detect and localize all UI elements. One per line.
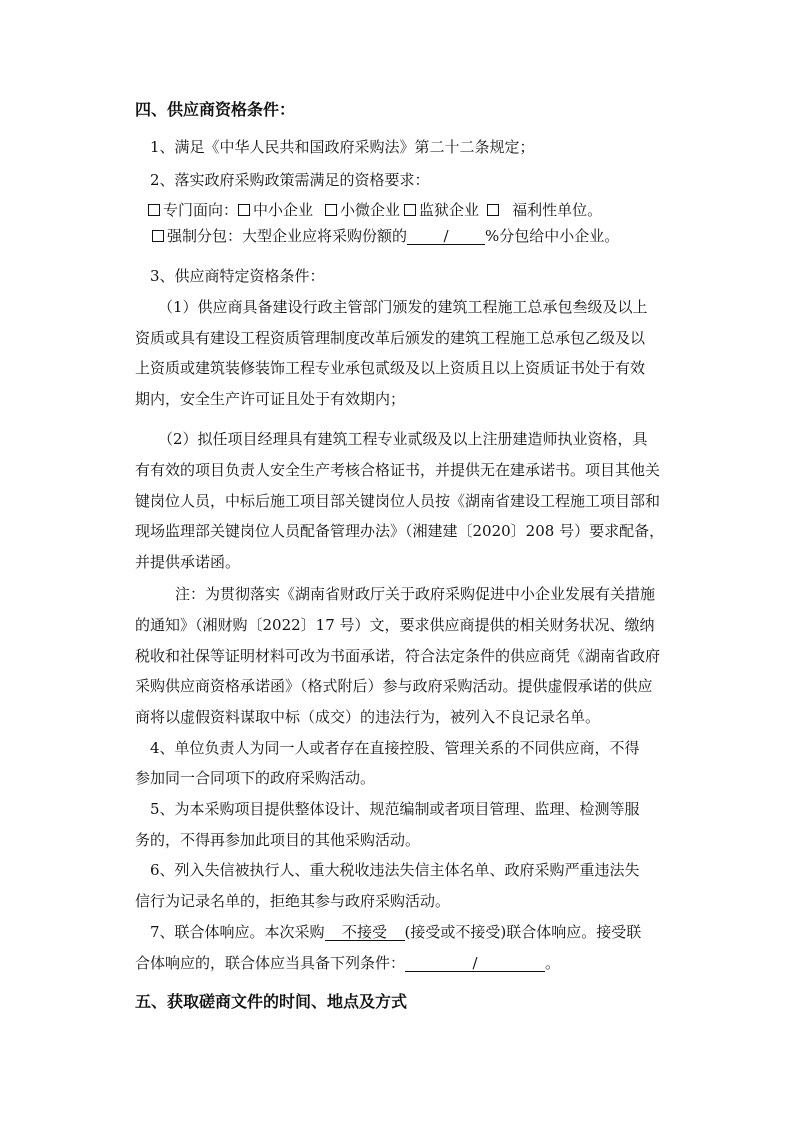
item2: 2、落实政府采购政策需满足的资格要求： xyxy=(150,171,430,189)
subcontract-suffix: %分包给中小企业。 xyxy=(485,227,620,245)
item7-suffix: (接受或不接受)联合体响应。接受联 xyxy=(404,923,642,941)
item1: 1、满足《中华人民共和国政府采购法》第二十二条规定； xyxy=(150,138,535,156)
item7-line2-suffix: 。 xyxy=(545,954,561,972)
p1-line: 期内，安全生产许可证且处于有效期内； xyxy=(135,390,406,408)
checkbox-icon[interactable] xyxy=(238,204,250,216)
subcontract-label: 强制分包：大型企业应将采购份额的 xyxy=(167,227,408,245)
option-small-micro: 小微企业 xyxy=(340,201,401,219)
note-line: 税收和社保等证明材料可改为书面承诺，符合法定条件的供应商凭《湖南省政府 xyxy=(135,647,661,665)
p2-line: 有有效的项目负责人安全生产考核合格证书，并提供无在建承诺书。项目其他关 xyxy=(135,461,661,479)
special-row xyxy=(148,200,602,220)
item6-line: 信行为记录名单的，拒绝其参与政府采购活动。 xyxy=(135,892,451,910)
item5-line: 5、为本采购项目提供整体设计、规范编制或者项目管理、监理、检测等服 xyxy=(150,800,640,818)
checkbox-icon[interactable] xyxy=(487,204,499,216)
checkbox-icon[interactable] xyxy=(152,230,164,242)
p2-line: 键岗位人员，中标后施工项目部关键岗位人员按《湖南省建设工程施工项目部和 xyxy=(135,492,661,510)
p1-line: 上资质或建筑装修装饰工程专业承包贰级及以上资质且以上资质证书处于有效 xyxy=(135,359,646,377)
p2-line: （2）拟任项目经理具有建筑工程专业贰级及以上注册建造师执业资格，具 xyxy=(158,430,648,448)
item4-line: 参加同一合同项下的政府采购活动。 xyxy=(135,769,376,787)
checkbox-icon[interactable] xyxy=(325,204,337,216)
item7-row2 xyxy=(135,953,560,973)
p1-line: 资质或具有建设工程资质管理制度改革后颁发的建筑工程施工总承包乙级及以 xyxy=(135,329,646,347)
item7-prefix: 7、联合体响应。本次采购 xyxy=(150,923,325,941)
special-label: 专门面向： xyxy=(163,201,239,219)
option-prison: 监狱企业 xyxy=(419,201,480,219)
item7-line2-value[interactable]: / xyxy=(405,955,545,972)
item5-line: 务的，不得再参加此项目的其他采购活动。 xyxy=(135,831,421,849)
checkbox-icon[interactable] xyxy=(404,204,416,216)
item6-line: 6、列入失信被执行人、重大税收违法失信主体名单、政府采购严重违法失 xyxy=(150,861,640,879)
option-welfare: 福利性单位。 xyxy=(512,201,603,219)
option-sme: 中小企业 xyxy=(253,201,314,219)
note-line: 商将以虚假资料谋取中标（成交）的违法行为，被列入不良记录名单。 xyxy=(135,708,601,726)
section5-heading: 五、获取磋商文件的时间、地点及方式 xyxy=(135,992,408,1011)
subcontract-value[interactable]: / xyxy=(407,228,485,245)
p2-line: 现场监理部关键岗位人员配备管理办法》（湘建建〔2020〕208 号）要求配备， xyxy=(135,522,665,540)
note-line: 注：为贯彻落实《湖南省财政厅关于政府采购促进中小企业发展有关措施 xyxy=(175,585,656,603)
note-line: 采购供应商资格承诺函》（格式附后）参与政府采购活动。提供虚假承诺的供应 xyxy=(135,677,653,695)
item7-value[interactable]: 不接受 xyxy=(325,924,405,941)
note-line: 的通知》（湘财购〔2022〕17 号）文，要求供应商提供的相关财务状况、缴纳 xyxy=(135,616,655,634)
item7-line2-prefix: 合体响应的，联合体应当具备下列条件： xyxy=(135,954,406,972)
item3: 3、供应商特定资格条件： xyxy=(150,267,325,285)
subcontract-row xyxy=(152,226,619,246)
item7-row xyxy=(150,922,641,942)
p2-line: 并提供承诺函。 xyxy=(135,553,241,571)
item4-line: 4、单位负责人为同一人或者存在直接控股、管理关系的不同供应商，不得 xyxy=(150,739,640,757)
p1-line: （1）供应商具备建设行政主管部门颁发的建筑工程施工总承包叁级及以上 xyxy=(158,298,648,316)
checkbox-icon[interactable] xyxy=(148,204,160,216)
section4-heading: 四、供应商资格条件： xyxy=(135,100,296,119)
